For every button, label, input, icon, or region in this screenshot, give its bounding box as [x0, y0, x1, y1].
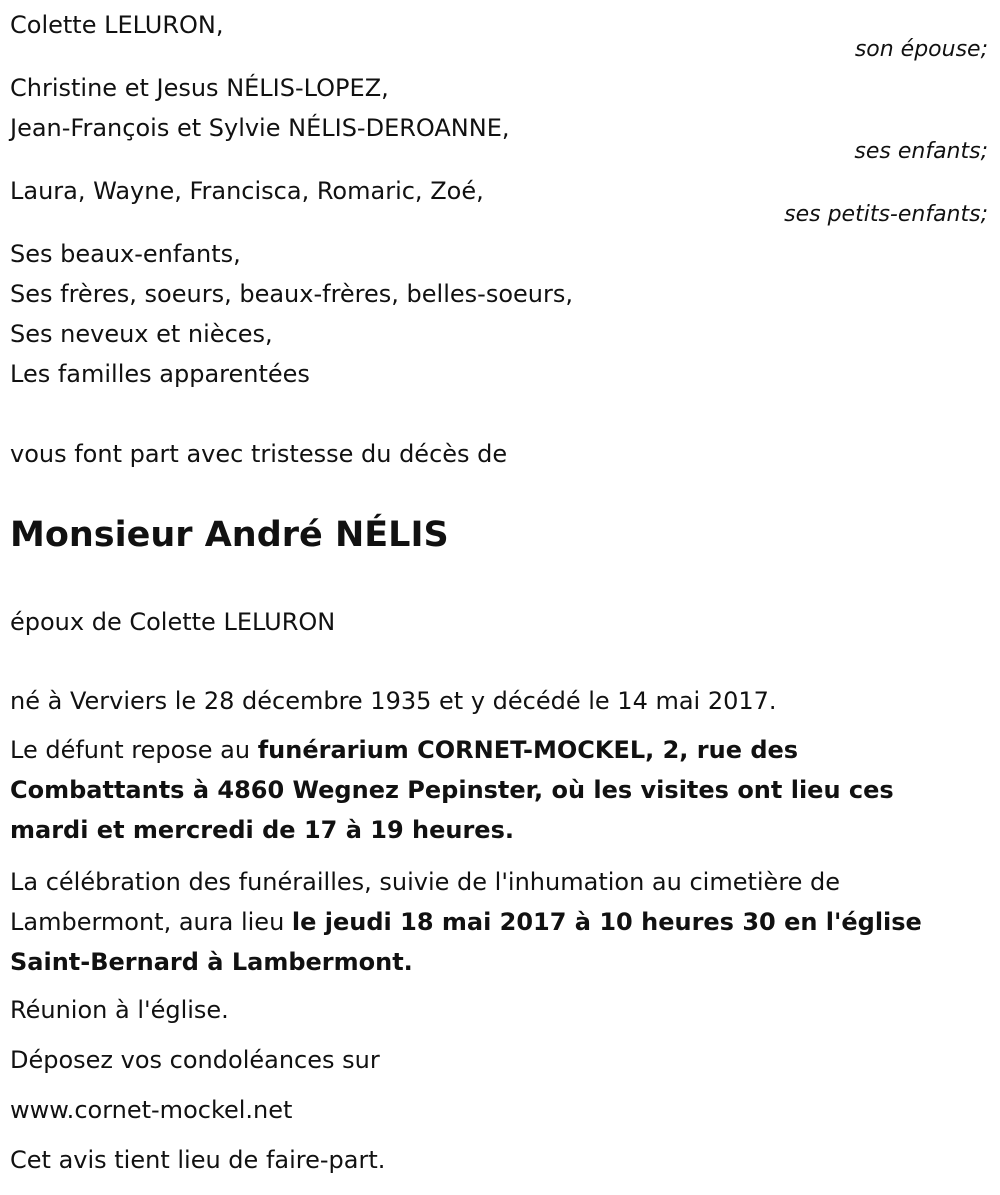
announcement: vous font part avec tristesse du décès de: [10, 440, 508, 468]
ceremony-details: le jeudi 18 mai 2017 à 10 heures 30 en l'église Saint-Bernard à Lambermont.: [10, 908, 922, 976]
spouse-name: Colette LELURON,: [10, 11, 224, 39]
grandchildren-names: Laura, Wayne, Francisca, Romaric, Zoé,: [10, 177, 484, 205]
ceremony-intro: La célébration des funérailles, suivie de l'inhumation au cimetière de Lambermont, aura lieu: [10, 868, 841, 936]
family-line: Les familles apparentées: [10, 360, 310, 388]
ceremony-paragraph: [10, 862, 970, 982]
family-line: Ses beaux-enfants,: [10, 240, 241, 268]
website-link[interactable]: www.cornet-mockel.net: [10, 1096, 293, 1124]
grandchildren-role: ses petits-enfants;: [784, 202, 988, 227]
deceased-name: Monsieur André NÉLIS: [10, 515, 449, 555]
meeting-note: Réunion à l'église.: [10, 996, 229, 1024]
spouse-role: son épouse;: [854, 37, 988, 62]
closing-note: Cet avis tient lieu de faire-part.: [10, 1146, 386, 1174]
spouse-of: époux de Colette LELURON: [10, 608, 336, 636]
children-role: ses enfants;: [854, 139, 988, 164]
repose-intro: Le défunt repose au: [10, 736, 258, 764]
condolences-note: Déposez vos condoléances sur: [10, 1046, 380, 1074]
repose-details: funérarium CORNET-MOCKEL, 2, rue des Combattants à 4860 Wegnez Pepinster, où les visites ont lieu ces mardi et mercredi de 17 à 19 heures.: [10, 736, 894, 844]
family-line: Ses neveux et nièces,: [10, 320, 273, 348]
child-line: Christine et Jesus NÉLIS-LOPEZ,: [10, 74, 389, 102]
repose-paragraph: [10, 730, 970, 850]
child-line: Jean-François et Sylvie NÉLIS-DEROANNE,: [10, 114, 510, 142]
birth-death: né à Verviers le 28 décembre 1935 et y décédé le 14 mai 2017.: [10, 687, 777, 715]
family-line: Ses frères, soeurs, beaux-frères, belles-soeurs,: [10, 280, 573, 308]
